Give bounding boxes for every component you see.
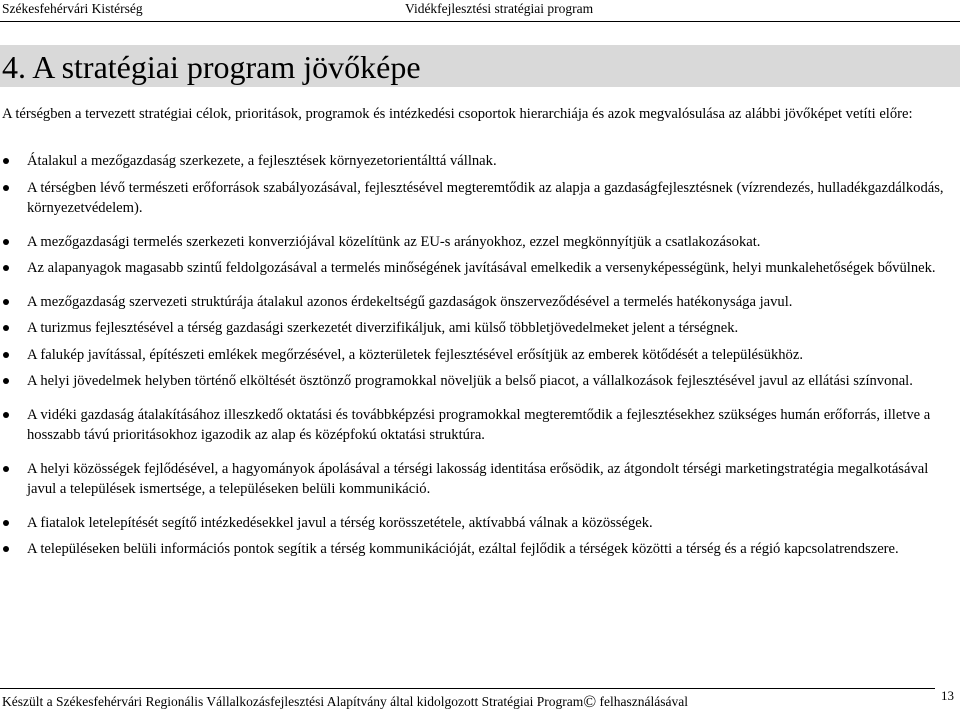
list-item-text: A mezőgazdasági termelés szerkezeti konverziójával közelítünk az EU-s arányokhoz, ezzel megkönnyítjük a csatlakozásokat. bbox=[27, 233, 761, 250]
list-item bbox=[0, 345, 949, 366]
footer-text-end: felhasználásával bbox=[596, 694, 688, 709]
bullet-icon bbox=[3, 546, 9, 552]
list-item bbox=[0, 318, 949, 339]
list-item-text: Az alapanyagok magasabb szintű feldolgozásával a termelés minőségének javításával emelkedik a versenyképességünk, helyi munkalehetőségek bővülnek. bbox=[27, 260, 936, 276]
header-divider bbox=[0, 21, 960, 22]
bullet-icon bbox=[3, 520, 9, 526]
intro-paragraph: A térségben a tervezett stratégiai célok, prioritások, programok és intézkedési csoportok hierarchiája és azok megvalósulása az alábbi jövőképet vetíti előre: bbox=[2, 106, 913, 122]
bullet-icon bbox=[3, 265, 9, 271]
list-item-text: Átalakul a mezőgazdaság szerkezete, a fejlesztések környezetorientálttá vállnak. bbox=[27, 153, 497, 169]
list-item-text: A helyi közösségek fejlődésével, a hagyományok ápolásával a térségi lakosság identitása erősödik, az átgondolt térségi marketingstratégia megalkotásával javul a települések ismertsége, a településeken belüli kommunikáció. bbox=[27, 460, 929, 497]
bullet-icon bbox=[3, 239, 9, 245]
bullet-icon bbox=[3, 352, 9, 358]
footer-text: Készült a Székesfehérvári Regionális Vállalkozásfejlesztési Alapítvány által kidolgozott Stratégiai Program bbox=[2, 694, 584, 709]
page-number: 13 bbox=[941, 688, 954, 703]
section-title: 4. A stratégiai program jövőképe bbox=[2, 49, 421, 85]
list-item-text: A turizmus fejlesztésével a térség gazdasági szerkezetét diverzifikáljuk, ami külső többletjövedelmeket jelent a térségnek. bbox=[27, 320, 739, 336]
bullet-icon bbox=[3, 412, 9, 418]
header-left-text: Székesfehérvári Kistérség bbox=[2, 1, 143, 16]
bullet-icon bbox=[3, 378, 9, 384]
header-right-text: Vidékfejlesztési stratégiai program bbox=[405, 1, 594, 16]
list-item-text: A térségben lévő természeti erőforrások szabályozásával, fejlesztésével megteremtődik az alapja a gazdaságfejlesztésnek (vízrendezés, hulladékgazdálkodás, környezetvédelem). bbox=[27, 179, 944, 216]
list-item-text: A településeken belüli információs pontok segítik a térség kommunikációját, ezáltal fejlődik a térségek közötti a térség és a régió kapcsolatrendszere. bbox=[27, 541, 899, 557]
list-item bbox=[0, 539, 949, 560]
list-item-text: A helyi jövedelmek helyben történő elköltését ösztönző programokkal növeljük a belső piacot, a vállalkozások fejlesztésével javul az ellátási színvonal. bbox=[27, 373, 913, 389]
list-item bbox=[0, 232, 949, 253]
list-item bbox=[0, 151, 949, 172]
page-header bbox=[0, 0, 960, 18]
bullet-icon bbox=[3, 325, 9, 331]
list-item bbox=[0, 258, 949, 279]
list-item-text: A falukép javítással, építészeti emlékek megőrzésével, a közterületek fejlesztésével erősítjük az emberek kötődését a településükhöz. bbox=[27, 346, 803, 363]
list-item bbox=[0, 178, 949, 219]
list-item bbox=[0, 405, 949, 446]
vision-bullet-list bbox=[0, 151, 960, 560]
bullet-icon bbox=[3, 299, 9, 305]
list-item bbox=[0, 459, 949, 500]
list-item-text: A fiatalok letelepítését segítő intézkedésekkel javul a térség korösszetétele, aktívabbá válnak a közösségek. bbox=[27, 514, 653, 531]
bullet-icon bbox=[3, 185, 9, 191]
list-item-text: A mezőgazdaság szervezeti struktúrája átalakul azonos érdekeltségű gazdaságok önszerveződésével a termelés hatékonysága javul. bbox=[27, 293, 793, 310]
list-item-text: A vidéki gazdaság átalakításához illeszkedő oktatási és továbbképzési programokkal megteremtődik a fejlesztésekhez szükséges humán erőforrás, illetve a hosszabb távú prioritásokhoz igazodik az alap és középfokú oktatási struktúra. bbox=[27, 406, 931, 443]
footer-divider bbox=[0, 688, 935, 689]
list-item bbox=[0, 292, 949, 313]
list-item bbox=[0, 371, 949, 392]
bullet-icon bbox=[3, 466, 9, 472]
copyright-symbol: © bbox=[583, 692, 597, 711]
page-footer bbox=[2, 694, 688, 710]
bullet-icon bbox=[3, 158, 9, 164]
list-item bbox=[0, 513, 949, 534]
